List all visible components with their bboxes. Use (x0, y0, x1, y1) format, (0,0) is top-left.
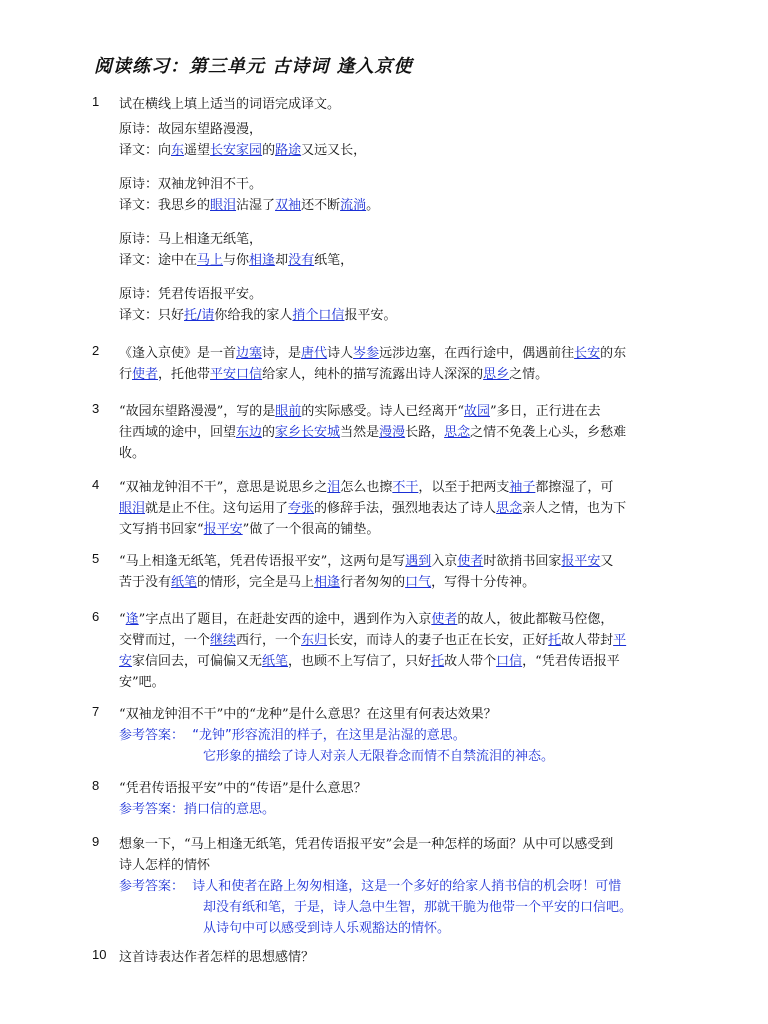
answer-label: 参考答案： (119, 879, 185, 894)
answer-line (119, 799, 719, 820)
answer-line (119, 725, 719, 746)
answer-text: 它形象的描绘了诗人对亲人无限眷念而情不自禁流泪的神态。 (203, 749, 555, 764)
translation-text: 纸笔， (314, 253, 354, 268)
question-10-body (119, 947, 719, 968)
fill-blank: 相逢 (249, 253, 276, 268)
question-prompt: 试在横线上填上适当的词语完成译文。 (119, 97, 341, 112)
translation-line (119, 250, 719, 271)
translation-line (119, 305, 719, 326)
question-number: 5 (92, 551, 100, 566)
translation-text: 遥望 (184, 143, 211, 158)
question-4-body: “双袖龙钟泪不干”，意思是说思乡之泪怎么也擦不干，以至于把两支袖子都擦湿了，可 眼泪就是止不住。这句运用了夸张的修辞手法，强烈地表达了诗人思念亲人之情，也为下 文写捎书回家“报平安”做了一个很高的铺垫。 (119, 480, 627, 537)
translation-text: 报平安。 (344, 308, 397, 323)
translation-text: 却 (275, 253, 289, 268)
question-number: 4 (92, 477, 100, 492)
question-text: 想象一下，“马上相逢无纸笔，凭君传语报平安”会是一种怎样的场面？从中可以感受到 (119, 837, 614, 852)
question-5-body: “马上相逢无纸笔，凭君传语报平安”，这两句是写遇到入京使者时欲捎书回家报平安又 苦于没有纸笔的情形，完全是马上相逢行者匆匆的口气，写得十分传神。 (119, 554, 614, 590)
question-number: 1 (92, 94, 100, 109)
question-2-body: 《逢入京使》是一首边塞诗，是唐代诗人岑参远涉边塞，在西行途中，偶遇前往长安的东 行使者，托他带平安口信给家人，纯朴的描写流露出诗人深深的思乡之情。 (119, 346, 627, 382)
question-9-body (119, 834, 719, 939)
title-subtitle: 第三单元 古诗词 逢入京使 (189, 56, 413, 77)
question-7-body (119, 704, 719, 767)
original-line: 原诗：双袖龙钟泪不干。 (119, 177, 263, 192)
question-number: 3 (92, 401, 100, 416)
translation-text: 还不断 (301, 198, 341, 213)
translation-text: 的 (262, 143, 276, 158)
original-line: 原诗：凭君传语报平安。 (119, 287, 263, 302)
original-line: 原诗：马上相逢无纸笔， (119, 232, 263, 247)
question-number: 7 (92, 704, 100, 719)
question-8-body (119, 778, 719, 820)
fill-blank: 捎个口信 (292, 308, 345, 323)
fill-blank: 眼泪 (210, 198, 237, 213)
question-text: 诗人怎样的情怀 (119, 858, 211, 873)
question-1-body (119, 94, 719, 326)
answer-text: “龙钟”形容流泪的样子，在这里是沾湿的意思。 (192, 728, 466, 743)
translation-text: 你给我的家人 (214, 308, 293, 323)
answer-label: 参考答案： (119, 802, 185, 817)
fill-blank: 双袖 (275, 198, 302, 213)
translation-text: 又远又长， (301, 143, 367, 158)
original-line: 原诗：故园东望路漫漫， (119, 122, 263, 137)
question-3-body: “故园东望路漫漫”，写的是眼前的实际感受。诗人已经离开“故园”多日，正行进在去 往西域的途中，回望东边的家乡长安城当然是漫漫长路，思念之情不免袭上心头，乡愁难 收。 (119, 404, 627, 461)
fill-blank: 东 (171, 143, 185, 158)
title-label: 阅读练习： (94, 56, 189, 77)
question-text: “凭君传语报平安”中的“传语”是什么意思？ (119, 781, 367, 796)
question-6-body: “逢”字点出了题目，在赶赴安西的途中，遇到作为入京使者的故人，彼此都鞍马倥偬， 交臂而过，一个继续西行，一个东归长安，而诗人的妻子也正在长安，正好托故人带封平 安家信回去，可偏偏又无纸笔，也顾不上写信了，只好托故人带个口信，“凭君传语报平 安”吧。 (119, 612, 627, 690)
translation-text: 译文：我思乡的 (119, 198, 211, 213)
translation-text: 与你 (223, 253, 250, 268)
translation-text: 译文：只好 (119, 308, 185, 323)
fill-blank: 托/请 (184, 308, 215, 323)
translation-text: 译文：途中在 (119, 253, 198, 268)
translation-text: 沾湿了 (236, 198, 276, 213)
question-number: 10 (92, 947, 107, 962)
question-text: 这首诗表达作者怎样的思想感情？ (119, 950, 315, 965)
answer-text: 从诗句中可以感受到诗人乐观豁达的情怀。 (203, 921, 451, 936)
answer-text: 却没有纸和笔，于是，诗人急中生智，那就干脆为他带一个平安的口信吧。 (203, 900, 633, 915)
fill-blank: 路途 (275, 143, 302, 158)
translation-text: 。 (366, 198, 380, 213)
question-number: 2 (92, 343, 100, 358)
fill-blank: 长安家园 (210, 143, 263, 158)
page-title (94, 52, 413, 78)
fill-blank: 流淌 (340, 198, 367, 213)
translation-text: 译文：向 (119, 143, 172, 158)
question-number: 9 (92, 834, 100, 849)
answer-text: 捎口信的意思。 (184, 802, 276, 817)
question-text: “双袖龙钟泪不干”中的“龙种”是什么意思？在这里有何表达效果？ (119, 707, 497, 722)
answer-text: 诗人和使者在路上匆匆相逢，这是一个多好的给家人捎书信的机会呀！可惜 (192, 879, 622, 894)
question-number: 6 (92, 609, 100, 624)
answer-label: 参考答案： (119, 728, 185, 743)
fill-blank: 马上 (197, 253, 224, 268)
translation-line (119, 195, 719, 216)
fill-blank: 没有 (288, 253, 315, 268)
translation-line (119, 140, 719, 161)
question-number: 8 (92, 778, 100, 793)
answer-line (119, 876, 719, 897)
